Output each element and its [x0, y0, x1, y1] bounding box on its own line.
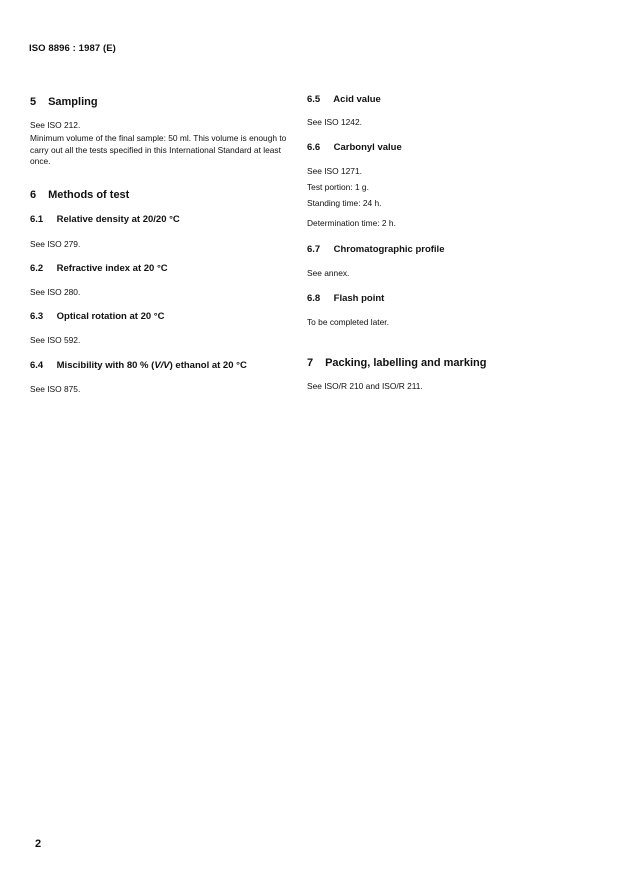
section-6-6-line-2: Test portion: 1 g.: [307, 182, 369, 192]
section-6-2-text: See ISO 280.: [30, 287, 81, 297]
section-number: 6.4: [30, 360, 44, 371]
section-6-7-text: See annex.: [307, 268, 350, 278]
section-6-4-heading: [30, 360, 247, 371]
section-title: Carbonyl value: [333, 142, 402, 153]
section-6-2-heading: [30, 263, 168, 274]
section-number: 6: [30, 189, 37, 201]
section-number: 6.5: [307, 94, 321, 105]
section-number: 6.1: [30, 214, 44, 225]
section-number: 7: [307, 357, 314, 369]
section-title-italic: V/V: [154, 360, 170, 371]
section-6-1-text: See ISO 279.: [30, 239, 81, 249]
section-title: Relative density at 20/20 °C: [56, 214, 180, 225]
section-title: Sampling: [48, 96, 98, 108]
section-number: 6.8: [307, 293, 321, 304]
section-6-6-line-4: Determination time: 2 h.: [307, 218, 396, 228]
document-header: ISO 8896 : 1987 (E): [29, 43, 116, 54]
section-6-heading: [30, 189, 129, 201]
section-6-4-text: See ISO 875.: [30, 384, 81, 394]
section-7-text: See ISO/R 210 and ISO/R 211.: [307, 381, 423, 391]
section-6-8-heading: [307, 293, 384, 304]
section-title-pre: Miscibility with 80 % (: [56, 360, 155, 371]
section-6-6-heading: [307, 142, 402, 153]
section-number: 6.7: [307, 244, 321, 255]
section-number: 6.6: [307, 142, 321, 153]
section-number: 6.3: [30, 311, 44, 322]
section-6-3-heading: [30, 311, 164, 322]
section-title: Refractive index at 20 °C: [56, 263, 168, 274]
page-number: 2: [35, 838, 42, 850]
section-6-6-line-1: See ISO 1271.: [307, 166, 362, 176]
section-7-heading: [307, 357, 486, 369]
section-6-7-heading: [307, 244, 444, 255]
section-title: Chromatographic profile: [333, 244, 445, 255]
section-5-reference: See ISO 212.: [30, 120, 81, 130]
section-title: Acid value: [333, 94, 381, 105]
section-6-5-heading: [307, 94, 381, 105]
section-6-6-line-3: Standing time: 24 h.: [307, 198, 382, 208]
section-title: Methods of test: [48, 189, 130, 201]
section-6-1-heading: [30, 214, 180, 225]
section-6-5-text: See ISO 1242.: [307, 117, 362, 127]
section-title: Packing, labelling and marking: [325, 357, 487, 369]
section-title: Optical rotation at 20 °C: [56, 311, 165, 322]
section-5-paragraph: Minimum volume of the final sample: 50 ml. This volume is enough to carry out all the tests specified in this International Standard at least once.: [30, 133, 287, 166]
section-number: 6.2: [30, 263, 44, 274]
section-6-8-text: To be completed later.: [307, 317, 389, 327]
section-6-3-text: See ISO 592.: [30, 335, 81, 345]
section-title: Flash point: [333, 293, 385, 304]
section-number: 5: [30, 96, 37, 108]
section-title-post: ) ethanol at 20 °C: [169, 360, 247, 371]
section-5-heading: [30, 96, 98, 108]
